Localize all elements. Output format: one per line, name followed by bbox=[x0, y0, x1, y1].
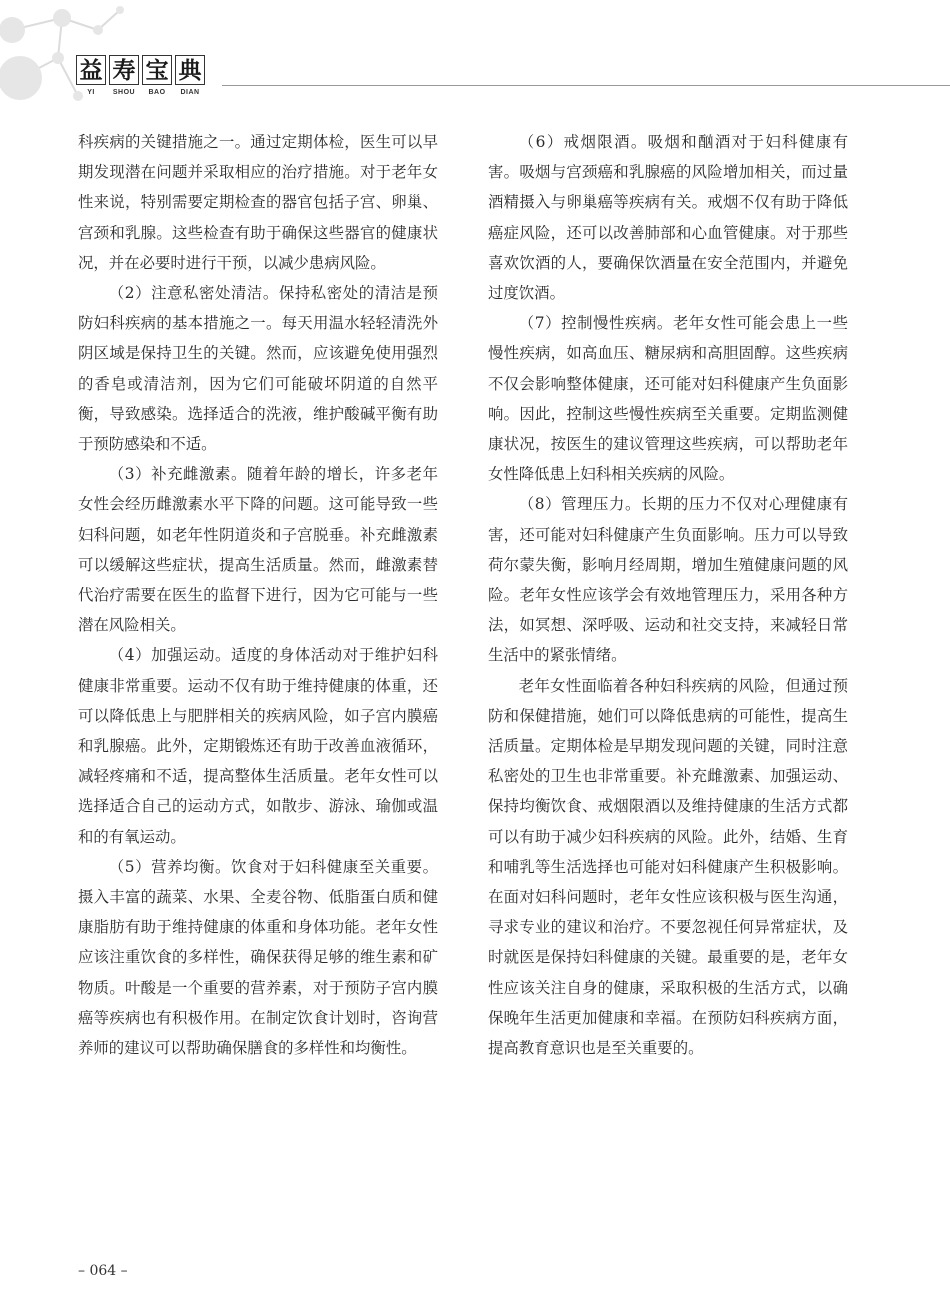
paragraph: （7）控制慢性疾病。老年女性可能会患上一些慢性疾病，如高血压、糖尿病和高胆固醇。这些疾病不仅会影响整体健康，还可能对妇科健康产生负面影响。因此，控制这些慢性疾病至关重要。定期监测健康状况，按医生的建议管理这些疾病，可以帮助老年女性降低患上妇科相关疾病的风险。 bbox=[488, 314, 848, 484]
left-column bbox=[78, 127, 438, 1063]
right-column bbox=[488, 127, 848, 1063]
page-number: – 064 – bbox=[78, 1263, 128, 1279]
paragraph: （5）营养均衡。饮食对于妇科健康至关重要。摄入丰富的蔬菜、水果、全麦谷物、低脂蛋白质和健康脂肪有助于维持健康的体重和身体功能。老年女性应该注重饮食的多样性，确保获得足够的维生素和矿物质。叶酸是一个重要的营养素，对于预防子宫内膜癌等疾病也有积极作用。在制定饮食计划时，咨询营养师的建议可以帮助确保膳食的多样性和均衡性。 bbox=[78, 857, 438, 1058]
title-char: 典 bbox=[175, 55, 205, 85]
paragraph: （2）注意私密处清洁。保持私密处的清洁是预防妇科疾病的基本措施之一。每天用温水轻轻清洗外阴区域是保持卫生的关键。然而，应该避免使用强烈的香皂或清洁剂，因为它们可能破坏阴道的自然平衡，导致感染。选择适合的洗液，维护酸碱平衡有助于预防感染和不适。 bbox=[78, 284, 438, 454]
pinyin-syllable: YI bbox=[87, 89, 95, 96]
title-pinyin bbox=[76, 89, 205, 96]
book-title bbox=[76, 55, 205, 85]
title-char: 益 bbox=[76, 55, 106, 85]
title-char: 宝 bbox=[142, 55, 172, 85]
paragraph: （3）补充雌激素。随着年龄的增长，许多老年女性会经历雌激素水平下降的问题。这可能导致一些妇科问题，如老年性阴道炎和子宫脱垂。补充雌激素可以缓解这些症状，提高生活质量。然而，雌激素替代治疗需要在医生的监督下进行，因为它可能与一些潜在风险相关。 bbox=[78, 465, 438, 635]
pinyin-syllable: BAO bbox=[148, 89, 166, 96]
book-header bbox=[76, 55, 205, 96]
paragraph: （8）管理压力。长期的压力不仅对心理健康有害，还可能对妇科健康产生负面影响。压力可以导致荷尔蒙失衡，影响月经周期，增加生殖健康问题的风险。老年女性应该学会有效地管理压力，采用各种方法，如冥想、深呼吸、运动和社交支持，来减轻日常生活中的紧张情绪。 bbox=[488, 495, 848, 665]
title-char: 寿 bbox=[109, 55, 139, 85]
pinyin-syllable: DIAN bbox=[180, 89, 200, 96]
paragraph: 老年女性面临着各种妇科疾病的风险，但通过预防和保健措施，她们可以降低患病的可能性，提高生活质量。定期体检是早期发现问题的关键，同时注意私密处的卫生也非常重要。补充雌激素、加强运动、保持均衡饮食、戒烟限酒以及维持健康的生活方式都可以有助于减少妇科疾病的风险。此外，结婚、生育和哺乳等生活选择也可能对妇科健康产生积极影响。在面对妇科问题时，老年女性应该积极与医生沟通，寻求专业的建议和治疗。不要忽视任何异常症状，及时就医是保持妇科健康的关键。最重要的是，老年女性应该关注自身的健康，采取积极的生活方式，以确保晚年生活更加健康和幸福。在预防妇科疾病方面，提高教育意识也是至关重要的。 bbox=[488, 676, 848, 1058]
paragraph: 科疾病的关键措施之一。通过定期体检，医生可以早期发现潜在问题并采取相应的治疗措施。对于老年女性来说，特别需要定期检查的器官包括子宫、卵巢、宫颈和乳腺。这些检查有助于确保这些器官的健康状况，并在必要时进行干预，以减少患病风险。 bbox=[78, 133, 438, 272]
paragraph: （6）戒烟限酒。吸烟和酗酒对于妇科健康有害。吸烟与宫颈癌和乳腺癌的风险增加相关，而过量酒精摄入与卵巢癌等疾病有关。戒烟不仅有助于降低癌症风险，还可以改善肺部和心血管健康。对于那些喜欢饮酒的人，要确保饮酒量在安全范围内，并避免过度饮酒。 bbox=[488, 133, 848, 303]
paragraph: （4）加强运动。适度的身体活动对于维护妇科健康非常重要。运动不仅有助于维持健康的体重，还可以降低患上与肥胖相关的疾病风险，如子宫内膜癌和乳腺癌。此外，定期锻炼还有助于改善血液循环，减轻疼痛和不适，提高整体生活质量。老年女性可以选择适合自己的运动方式，如散步、游泳、瑜伽或温和的有氧运动。 bbox=[78, 646, 438, 846]
pinyin-syllable: SHOU bbox=[112, 89, 136, 96]
header-divider bbox=[222, 85, 950, 86]
